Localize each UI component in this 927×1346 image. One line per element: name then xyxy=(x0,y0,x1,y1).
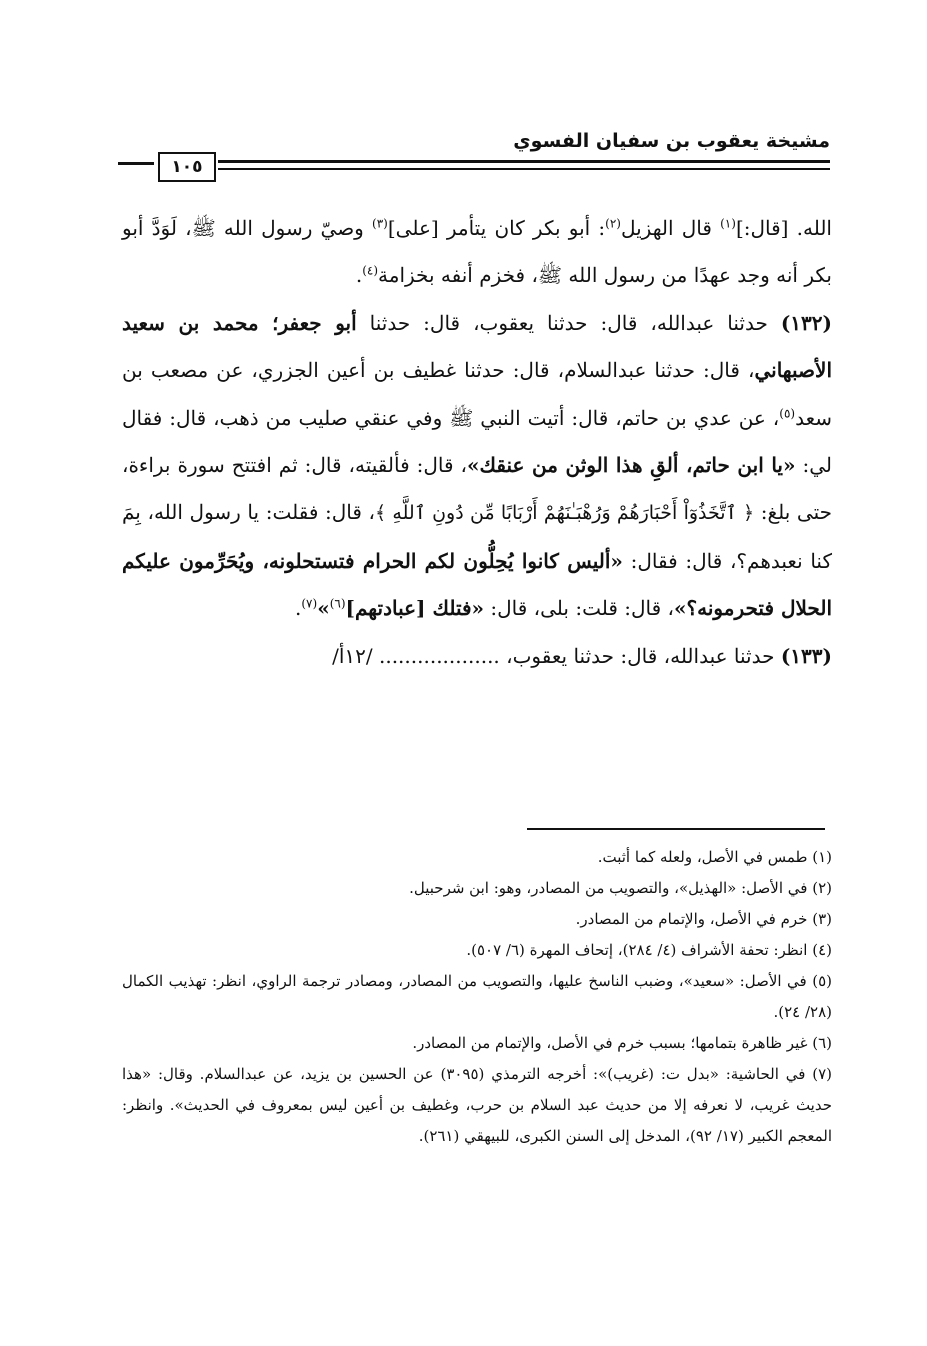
footnotes xyxy=(122,842,832,1152)
footnote-ref-6[interactable]: (٦) xyxy=(329,596,346,611)
text-run: قال الهزيل xyxy=(620,216,721,240)
paragraph-1 xyxy=(122,205,832,300)
footnote: (١) طمس في الأصل، ولعله كما أثبت. xyxy=(597,848,832,866)
hadith-132 xyxy=(122,300,832,633)
footnote-ref-7[interactable]: (٧) xyxy=(301,596,318,611)
header-rule-left xyxy=(118,162,154,169)
text-run: ، قال: فألقيته، قال: ثم افتتح سورة براءة، حتى بلغ: xyxy=(122,453,832,525)
book-title: مشيخة يعقوب بن سفيان الفسوي xyxy=(513,130,830,152)
text-run: الله. [قال:] xyxy=(735,216,832,240)
narrator-name: أبو جعفر؛ محمد بن سعيد الأصبهاني xyxy=(122,310,832,383)
footnote: (٧) في الحاشية: «بدل ت: (غريب)»: أخرجه الترمذي (٣٠٩٥) عن الحسين بن يزيد، عن عبدالسلام. وقال: «هذا حديث غريب، لا نعرفه إلا من حديث عبد السلام بن حرب، وغطيف بن أعين ليس بمعروف في الحديث». وانظر: المعجم الكبير (١٧/ ٩٢)، المدخل إلى السنن الكبرى، للبيهقي (٢٦١). xyxy=(122,1065,832,1145)
page-header xyxy=(118,118,830,178)
text-run: : أبو بكر كان يتأمر [على] xyxy=(387,216,606,240)
footnote-ref-3[interactable]: (٣) xyxy=(372,216,388,231)
text-run: ، عن عدي بن حاتم، قال: أتيت النبي ﷺ وفي عنقي صليب من ذهب، قال: فقال لي: xyxy=(122,405,833,478)
footnote: (٢) في الأصل: «الهذيل»، والتصويب من المصادر، وهو: ابن شرحبيل. xyxy=(409,879,832,897)
footnote: (٣) خرم في الأصل، والإتمام من المصادر. xyxy=(575,910,832,928)
footnote: (٦) غير ظاهرة بتمامها؛ بسبب خرم في الأصل، والإتمام من المصادر. xyxy=(412,1034,832,1052)
text-run: حدثنا عبدالله، قال: حدثنا يعقوب، ................... /١٢أ/ xyxy=(332,643,781,668)
footnote-separator xyxy=(527,828,825,830)
hadith-number: (١٣٣) xyxy=(780,643,832,668)
footnote-ref-1[interactable]: (١) xyxy=(720,216,736,231)
text-run: ، قال: فقلت: يا رسول الله، بِمَ كنا نعبدهم؟، قال: فقال: xyxy=(122,500,832,573)
page-number: ١٠٥ xyxy=(158,152,216,182)
prophetic-quote: «يا ابن حاتم، ألقِ هذا الوثن من عنقك» xyxy=(467,453,796,478)
hadith-133 xyxy=(122,633,832,680)
footnote: (٤) انظر: تحفة الأشراف (٤/ ٢٨٤)، إتحاف المهرة (٦/ ٥٠٧). xyxy=(466,941,832,959)
text-run: ، قال: قلت: بلى، قال: xyxy=(484,596,675,621)
prophetic-quote: «فتلك [عبادتهم] xyxy=(345,596,485,621)
main-text xyxy=(122,205,832,680)
footnote: (٥) في الأصل: «سعيد»، وضبب الناسخ عليها، والتصويب من المصادر، ومصادر ترجمة الراوي، انظر: تهذيب الكمال (٢٨/ ٢٤). xyxy=(122,972,832,1021)
footnote-ref-5[interactable]: (٥) xyxy=(779,405,796,420)
quote-close: » xyxy=(317,596,330,621)
header-rule xyxy=(218,160,830,170)
text-run: حدثنا عبدالله، قال: حدثنا يعقوب، قال: حدثنا xyxy=(356,310,781,335)
text-run: وصيّ رسول الله ﷺ، لَوَدَّ أبو بكر أنه وجد عهدًا من رسول الله ﷺ، فخزم أنفه بخزامة xyxy=(122,216,832,288)
text-run: ، قال: حدثنا عبدالسلام، قال: حدثنا غطيف بن أعين الجزري، عن مصعب بن سعد xyxy=(122,358,832,430)
text-run: . xyxy=(295,596,302,621)
hadith-number: (١٣٢) xyxy=(780,310,832,335)
quran-verse: ﴿ ٱتَّخَذُوٓاْ أَحْبَارَهُمْ وَرُهْبَـٰنَهُمْ أَرْبَابًا مِّن دُونِ ٱللَّهِ ﴾ xyxy=(374,502,755,525)
footnote-ref-4[interactable]: (٤) xyxy=(362,263,379,278)
prophetic-quote: «أليس كانوا يُحِلُّون لكم الحرام فتستحلونه، ويُحَرِّمون عليكم الحلال فتحرمونه؟» xyxy=(122,548,832,621)
footnote-ref-2[interactable]: (٢) xyxy=(605,216,621,231)
text-run: . xyxy=(355,263,363,288)
